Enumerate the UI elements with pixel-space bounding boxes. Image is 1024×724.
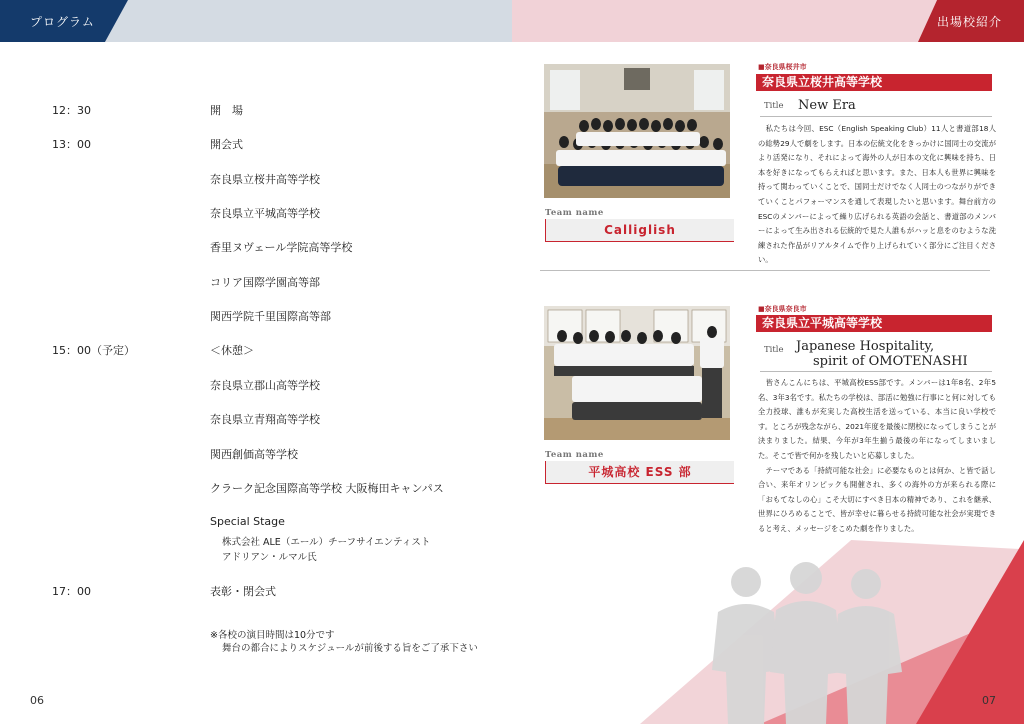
program-item-special-stage: Special Stage bbox=[210, 515, 285, 528]
team-name-box: Calliglish bbox=[545, 219, 734, 242]
program-time: 13：00 bbox=[52, 138, 91, 151]
team-photo-heijo bbox=[544, 306, 730, 440]
program-item: 開会式 bbox=[210, 138, 243, 151]
program-item: 奈良県立青翔高等学校 bbox=[210, 413, 320, 426]
program-item: 開 場 bbox=[210, 104, 243, 117]
program-item: コリア国際学園高等部 bbox=[210, 276, 320, 289]
performance-title-line1: Japanese Hospitality, bbox=[796, 339, 935, 354]
special-stage-guest-org: 株式会社 ALE（エール）チーフサイエンティスト bbox=[222, 537, 431, 548]
header-right-title: 出場校紹介 bbox=[936, 15, 1002, 29]
program-note: ※各校の演目時間は10分です bbox=[210, 630, 335, 641]
program-item: 奈良県立郡山高等学校 bbox=[210, 379, 320, 392]
header-left-title: プログラム bbox=[30, 15, 95, 29]
program-item: 表彰・閉会式 bbox=[210, 585, 276, 598]
program-item: 香里ヌヴェール学院高等学校 bbox=[210, 241, 353, 254]
program-note: 舞台の都合によりスケジュールが前後する旨をご了承下さい bbox=[222, 643, 478, 654]
program-time: 17：00 bbox=[52, 585, 91, 598]
page-number-right: 07 bbox=[982, 694, 996, 707]
school-location: ■奈良県桜井市 bbox=[758, 63, 807, 71]
team-name-label: Team name bbox=[545, 208, 604, 218]
program-time: 12：30 bbox=[52, 104, 91, 117]
team-photo-sakurai bbox=[544, 64, 730, 198]
title-underline bbox=[760, 116, 992, 117]
school-name-bar: 奈良県立桜井高等学校 bbox=[756, 74, 992, 91]
section-divider bbox=[540, 270, 990, 271]
school-description: 皆さんこんにちは、平城高校ESS部です。メンバーは1年8名、2年5名、3年3名です。私たちの学校は、部活に勉強に行事にと何に対しても全力投球、誰もが充実した高校生活を送っている、本当に良い学校です。ところが残念ながら、2021年度を最後に閉校になってしまうことが決まりました。結果、今年が3年生揃う最後の年になってしまいました。そこで皆で何かを残したいと応募しました。 テーマである「持続可能な社会」に必要なものとは何か、と皆で話し合い、来年オリンピックも開催され、多くの海外の方が来られる際に「おもてなしの心」こそ大切にすべき日本の精神であり、これを継承、世界にひろめることで、皆が幸せに暮らせる持続可能な社会が実現できると考え、メッセージをこめた劇を作りました。 bbox=[758, 378, 996, 533]
program-item: 奈良県立平城高等学校 bbox=[210, 207, 320, 220]
program-item: 奈良県立桜井高等学校 bbox=[210, 173, 320, 186]
school-description: 私たちは今回、ESC（English Speaking Club）11人と書道部18人の総勢29人で劇をします。日本の伝統文化をきっかけに国同士の交流がより活発になり、それによって海外の人が日本の文化に興味を持ち、日本を好きになってもらえればと思います。また、日本人も世界に興味を持って関わっていくことで、国同士だけでなく人同士のつながりができていくことパフォーマンスを通して表現したいと思います。舞台前方のESCのメンバーによって繰り広げられる英語の会話と、書道部のメンバーによって生み出される伝統的で見た人誰もがハッと息をのむような洗練された作品がリアルタイムで作り上げられていく部分にご注目ください。 bbox=[758, 124, 996, 265]
program-time: 15：00（予定） bbox=[52, 344, 135, 357]
title-label: Title bbox=[764, 345, 784, 355]
team-name-box: 平城高校 ESS 部 bbox=[545, 461, 734, 484]
team-name-label: Team name bbox=[545, 450, 604, 460]
special-stage-guest-name: アドリアン・ルマル氏 bbox=[222, 552, 317, 563]
title-underline bbox=[760, 371, 992, 372]
program-item: ＜休憩＞ bbox=[210, 344, 254, 357]
title-label: Title bbox=[764, 101, 784, 111]
program-item: 関西学院千里国際高等部 bbox=[210, 310, 331, 323]
students-silhouette-image bbox=[706, 560, 906, 724]
school-location: ■奈良県奈良市 bbox=[758, 305, 807, 313]
performance-title-line2: spirit of OMOTENASHI bbox=[813, 354, 968, 369]
page-number-left: 06 bbox=[30, 694, 44, 707]
program-item: クラーク記念国際高等学校 大阪梅田キャンパス bbox=[210, 482, 444, 495]
program-item: 関西創価高等学校 bbox=[210, 448, 298, 461]
performance-title: New Era bbox=[798, 98, 856, 113]
school-name-bar: 奈良県立平城高等学校 bbox=[756, 315, 992, 332]
